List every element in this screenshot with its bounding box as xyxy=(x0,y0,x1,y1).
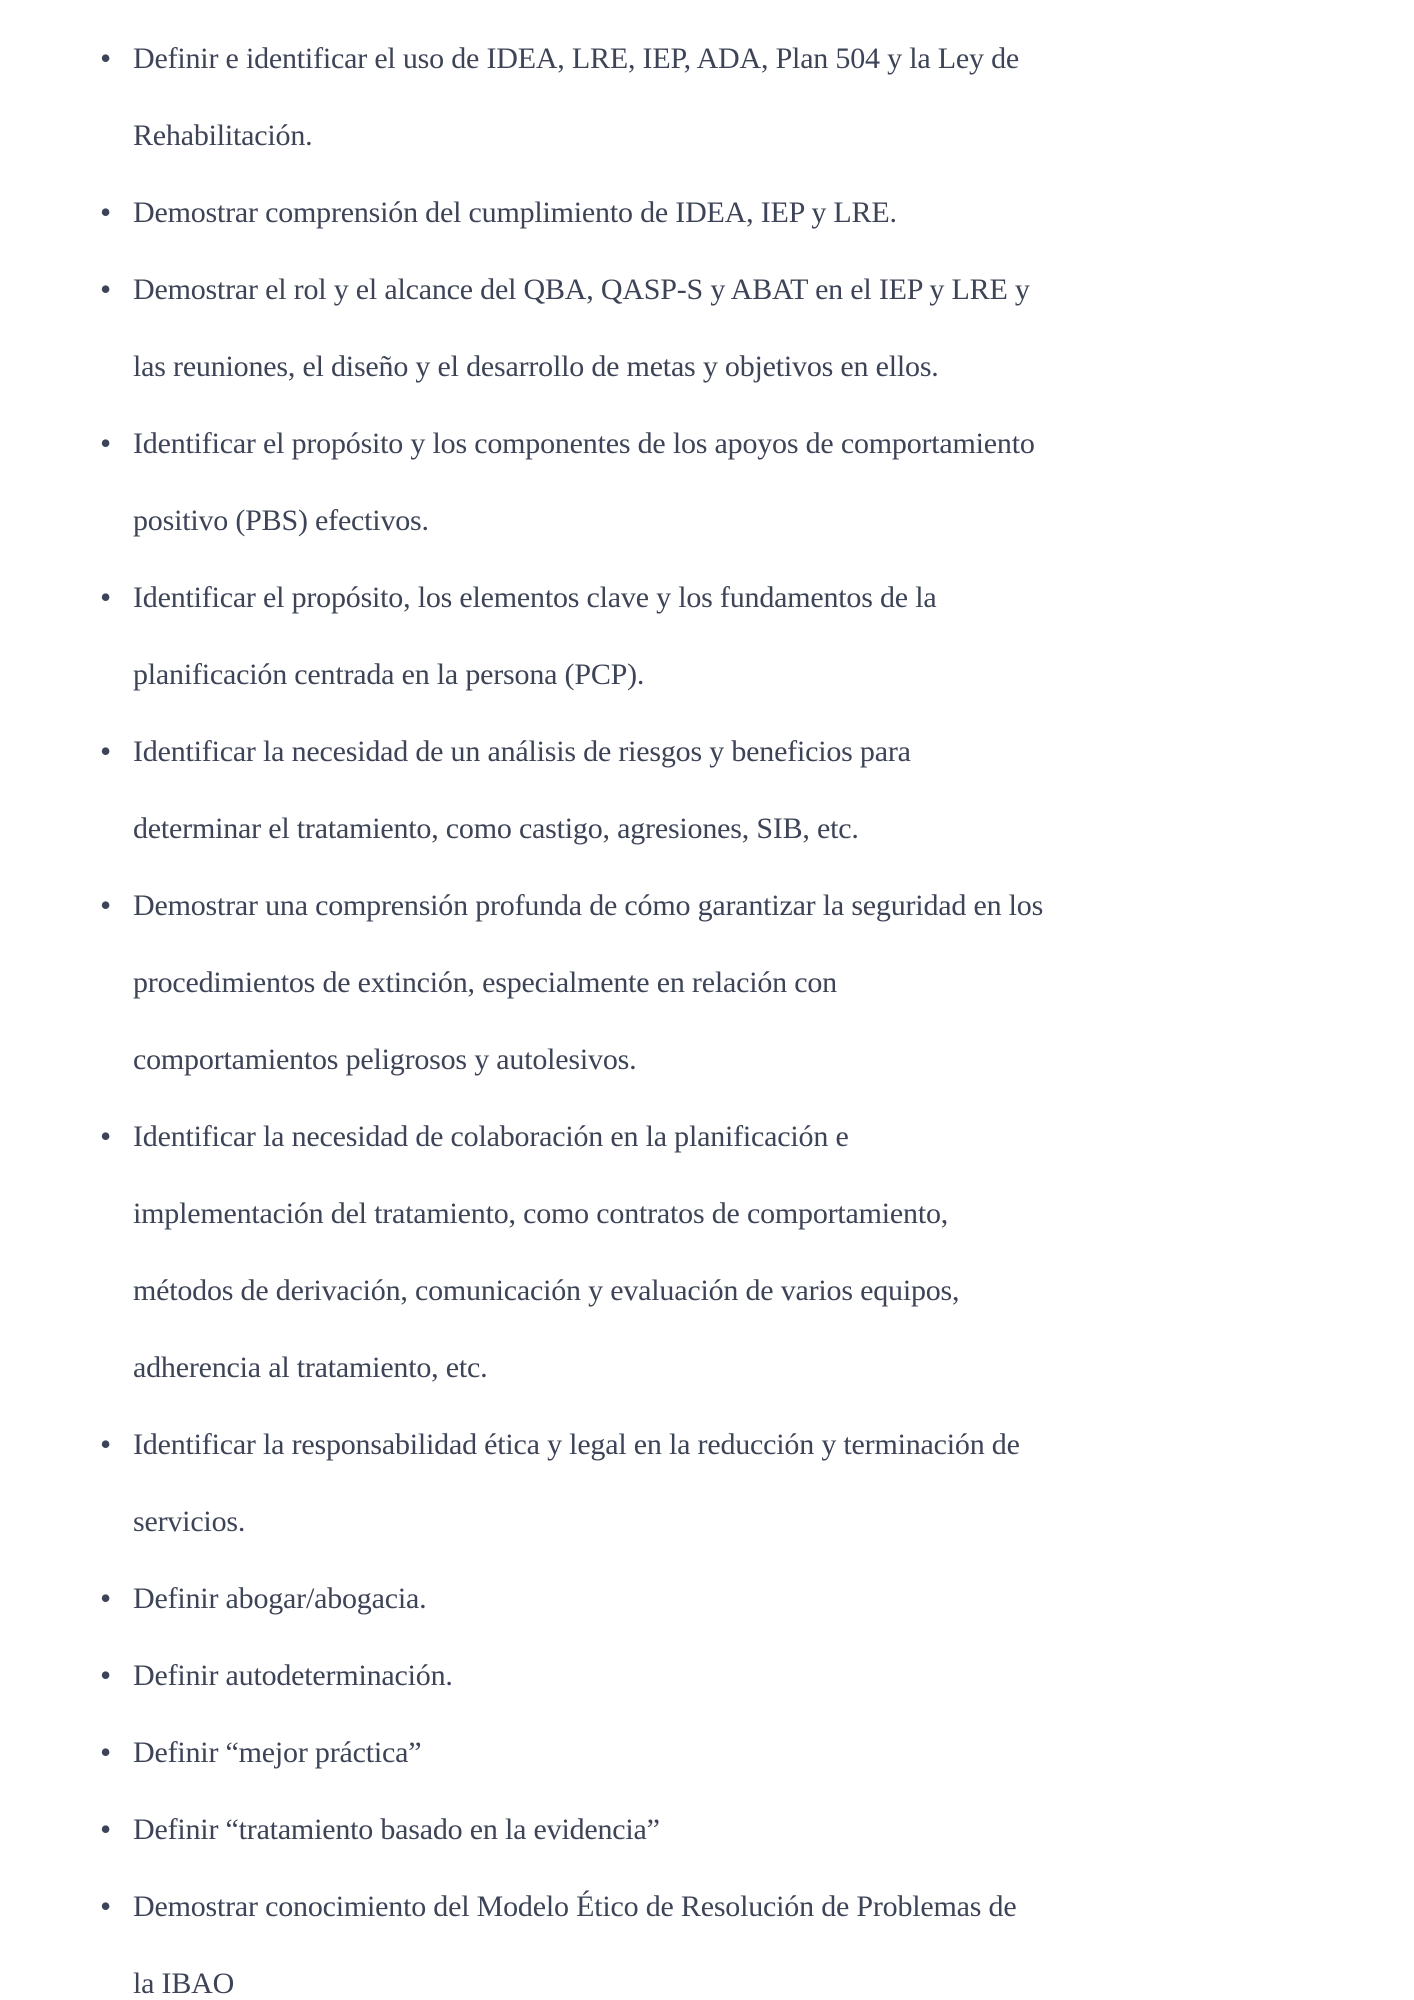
list-item xyxy=(100,174,1044,251)
list-item-text: Demostrar comprensión del cumplimiento de IDEA, IEP y LRE. xyxy=(133,196,897,229)
bullet-icon: • xyxy=(100,1811,112,1847)
list-item-text: Identificar la responsabilidad ética y legal en la reducción y terminación de servicios. xyxy=(133,1428,1020,1538)
bullet-icon: • xyxy=(100,40,112,76)
bullet-icon: • xyxy=(100,1580,112,1616)
bullet-icon: • xyxy=(100,425,112,461)
bullet-icon: • xyxy=(100,579,112,615)
bullet-icon: • xyxy=(100,1734,112,1770)
list-item-text: Identificar la necesidad de colaboración en la planificación e implementación del tratamiento, como contratos de comportamiento, métodos de derivación, comunicación y evaluación de varios equipos, adherencia al tratamiento, etc. xyxy=(133,1120,960,1384)
list-item xyxy=(100,1791,1044,1868)
list-item xyxy=(100,1560,1044,1637)
list-item xyxy=(100,20,1044,174)
list-item xyxy=(100,405,1044,559)
list-item-text: Demostrar el rol y el alcance del QBA, QASP-S y ABAT en el IEP y LRE y las reuniones, el diseño y el desarrollo de metas y objetivos en ellos. xyxy=(133,273,1030,383)
list-item-text: Demostrar conocimiento del Modelo Ético de Resolución de Problemas de la IBAO xyxy=(133,1890,1017,2000)
bullet-icon: • xyxy=(100,1888,112,1924)
list-item xyxy=(100,1714,1044,1791)
list-item-text: Definir “mejor práctica” xyxy=(133,1736,422,1769)
list-item xyxy=(100,1406,1044,1560)
bullet-icon: • xyxy=(100,194,112,230)
bullet-icon: • xyxy=(100,271,112,307)
list-item-text: Identificar el propósito, los elementos clave y los fundamentos de la planificación centrada en la persona (PCP). xyxy=(133,581,937,691)
bullet-icon: • xyxy=(100,1118,112,1154)
list-item-text: Definir “tratamiento basado en la evidencia” xyxy=(133,1813,660,1846)
list-item-text: Identificar la necesidad de un análisis de riesgos y beneficios para determinar el tratamiento, como castigo, agresiones, SIB, etc. xyxy=(133,735,911,845)
list-item-text: Definir e identificar el uso de IDEA, LRE, IEP, ADA, Plan 504 y la Ley de Rehabilitación. xyxy=(133,42,1020,152)
bullet-icon: • xyxy=(100,733,112,769)
bullet-icon: • xyxy=(100,887,112,923)
bullet-icon: • xyxy=(100,1657,112,1693)
list-item xyxy=(100,867,1044,1098)
list-item xyxy=(100,1868,1044,2000)
list-item xyxy=(100,713,1044,867)
list-item xyxy=(100,1098,1044,1406)
list-item-text: Definir abogar/abogacia. xyxy=(133,1582,427,1615)
list-item-text: Demostrar una comprensión profunda de cómo garantizar la seguridad en los procedimientos de extinción, especialmente en relación con comportamientos peligrosos y autolesivos. xyxy=(133,889,1044,1076)
list-item-text: Definir autodeterminación. xyxy=(133,1659,453,1692)
list-item xyxy=(100,559,1044,713)
list-item xyxy=(100,251,1044,405)
list-item xyxy=(100,1637,1044,1714)
objectives-list xyxy=(100,20,1044,2000)
list-item-text: Identificar el propósito y los componentes de los apoyos de comportamiento positivo (PBS) efectivos. xyxy=(133,427,1035,537)
bullet-icon: • xyxy=(100,1426,112,1462)
